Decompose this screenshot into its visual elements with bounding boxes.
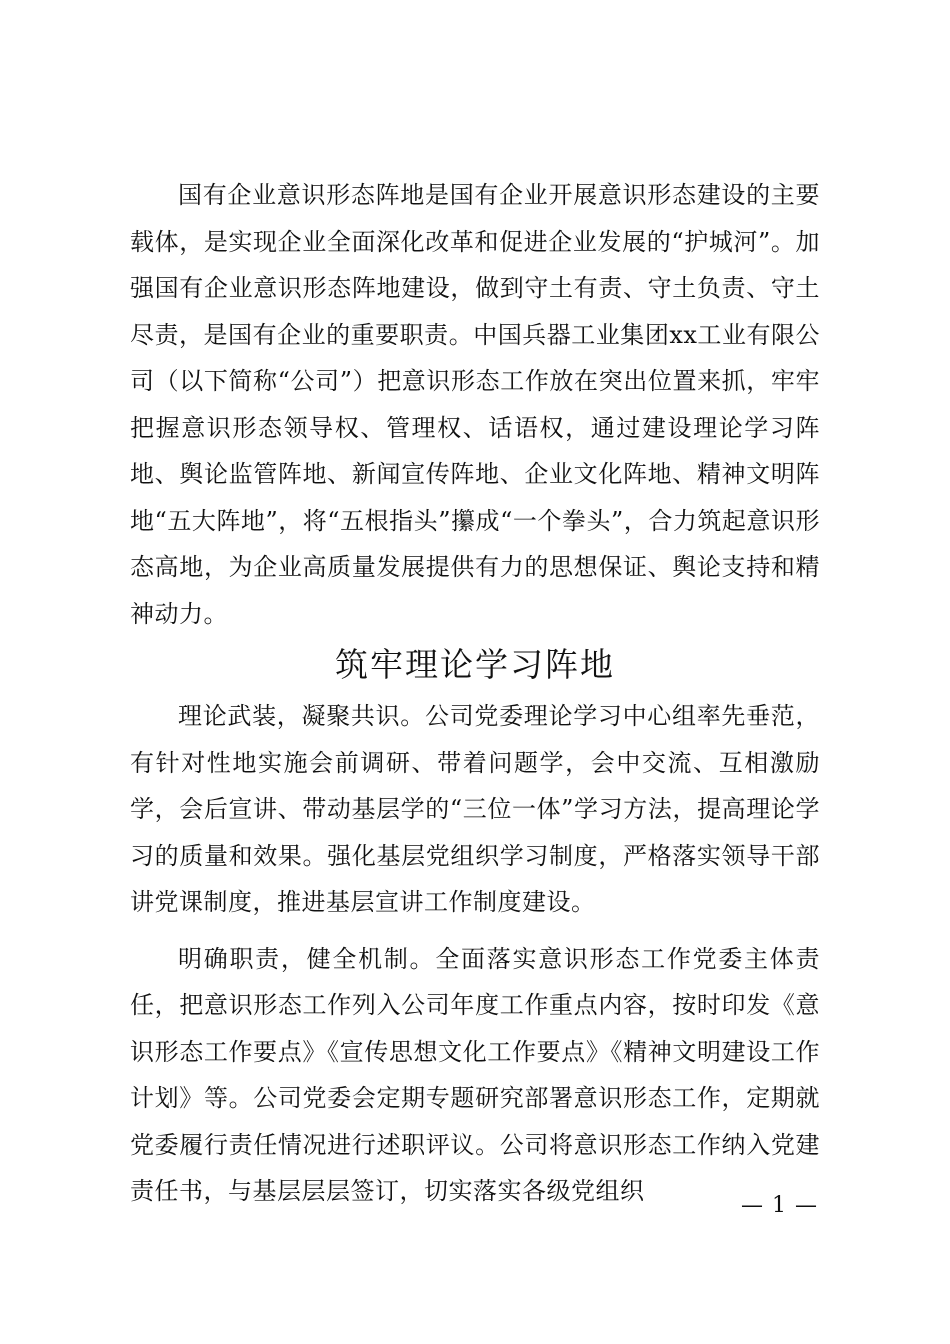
document-body [130,172,820,1215]
section-paragraph-1: 理论武装，凝聚共识。公司党委理论学习中心组率先垂范，有针对性地实施会前调研、带着问题学，会中交流、互相激励学，会后宣讲、带动基层学的“三位一体”学习方法，提高理论学习的质量和效果。强化基层党组织学习制度，严格落实领导干部讲党课制度，推进基层宣讲工作制度建设。 [130,702,820,916]
section-paragraph-2: 明确职责，健全机制。全面落实意识形态工作党委主体责任，把意识形态工作列入公司年度工作重点内容，按时印发《意识形态工作要点》《宣传思想文化工作要点》《精神文明建设工作计划》等。公司党委会定期专题研究部署意识形态工作，定期就党委履行责任情况进行述职评议。公司将意识形态工作纳入党建责任书，与基层层层签订，切实落实各级党组织 [130,944,820,1205]
page-number: — 1 — [741,1193,818,1218]
intro-paragraph: 国有企业意识形态阵地是国有企业开展意识形态建设的主要载体，是实现企业全面深化改革和促进企业发展的“护城河”。加强国有企业意识形态阵地建设，做到守土有责、守土负责、守土尽责，是国有企业的重要职责。中国兵器工业集团xx工业有限公司（以下简称“公司”）把意识形态工作放在突出位置来抓，牢牢把握意识形态领导权、管理权、话语权，通过建设理论学习阵地、舆论监管阵地、新闻宣传阵地、企业文化阵地、精神文明阵地“五大阵地”，将“五根指头”攥成“一个拳头”，合力筑起意识形态高地，为企业高质量发展提供有力的思想保证、舆论支持和精神动力。 [130,181,820,628]
section-heading: 筑牢理论学习阵地 [335,645,615,684]
